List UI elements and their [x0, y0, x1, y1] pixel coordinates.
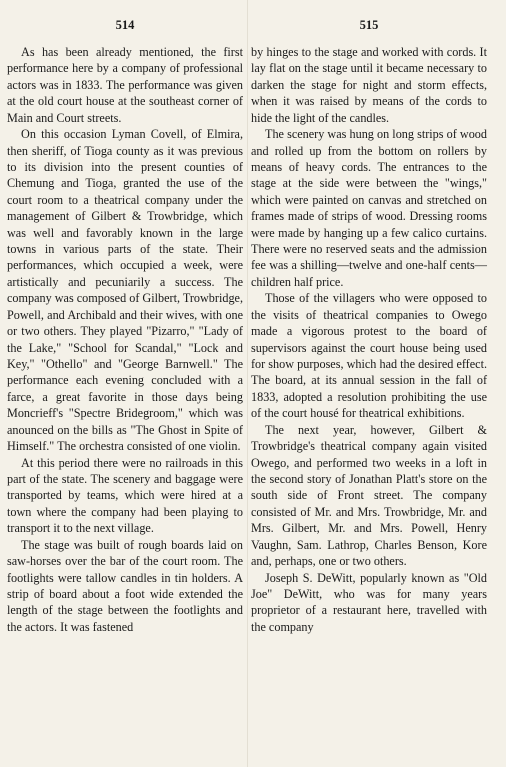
paragraph: The next year, however, Gilbert & Trowbridge's theatrical company again visited Owego, and performed two weeks in a loft in the second story of Jonathan Platt's store on the south side of Front street. The company consisted of Mr. and Mrs. Trowbridge, Mr. and Mrs. Gilbert, Mr. and Mrs. Powell, Henry Vaughn, Sam. Lathrop, Charles Benson, Kore and, perhaps, one or two others. [251, 422, 487, 569]
paragraph: The stage was built of rough boards laid on saw-horses over the bar of the court room. The footlights were tallow candles in tin holders. A strip of board about a foot wide extended the length of the stage between the footlights and the actors. It was fastened [7, 537, 243, 634]
paragraph: At this period there were no railroads in this part of the state. The scenery and baggage were transported by teams, which were hired at a town where the company had been playing to transport it to the next village. [7, 455, 243, 536]
right-page [251, 18, 487, 635]
paragraph: Joseph S. DeWitt, popularly known as "Old Joe" DeWitt, who was for many years proprietor of a restaurant here, travelled with the company [251, 570, 487, 634]
paragraph: On this occasion Lyman Covell, of Elmira, then sheriff, of Tioga county as it was previous to its division into the present counties of Chemung and Tioga, granted the use of the court room to a theatrical company under the management of Gilbert & Trowbridge, which was well and favorably known in the large towns in various parts of the state. Their performances, which occupied a week, were artistically and pecuniarily a success. The company was composed of Gilbert, Trowbridge, Powell, and Archibald and their wives, with one or two others. They played "Pizarro," "Lady of the Lake," "School for Scandal," "Lock and Key," "Othello" and "George Barnwell." The performance each evening concluded with a farce, a great favorite in those days being Moncrieff's "Spectre Bridegroom," which was anounced on the bills as "The Ghost in Spite of Himself." The orchestra consisted of one violin. [7, 127, 243, 454]
paragraph: Those of the villagers who were opposed to the visits of theatrical companies to Owego made a vigorous protest to the board of supervisors against the court house being used for show purposes, which had the desired effect. The board, at its annual session in the fall of 1833, adopted a resolution prohibiting the use of the court housé for theatrical exhibitions. [251, 291, 487, 421]
page-number-left: 514 [115, 18, 135, 32]
left-page [7, 18, 243, 635]
page-number-right: 515 [359, 18, 379, 32]
paragraph: The scenery was hung on long strips of wood and rolled up from the bottom on rollers by means of heavy cords. The entrances to the stage at the side were between the "wings," which were painted on canvas and stretched on frames made of strips of wood. Dressing rooms were made by hanging up a few calico curtains. There were no reserved seats and the admission fee was a shilling—twelve and one-half cents—children half price. [251, 127, 487, 289]
paragraph-continued: by hinges to the stage and worked with cords. It lay flat on the stage until it became necessary to darken the stage for night and storm effects, when it was raised by means of the cords to hide the light of the candles. [251, 45, 487, 125]
paragraph: As has been already mentioned, the first performance here by a company of professional actors was in 1833. The performance was given at the old court house at the southeast corner of Main and Court streets. [7, 45, 243, 125]
page-gutter [247, 0, 248, 767]
